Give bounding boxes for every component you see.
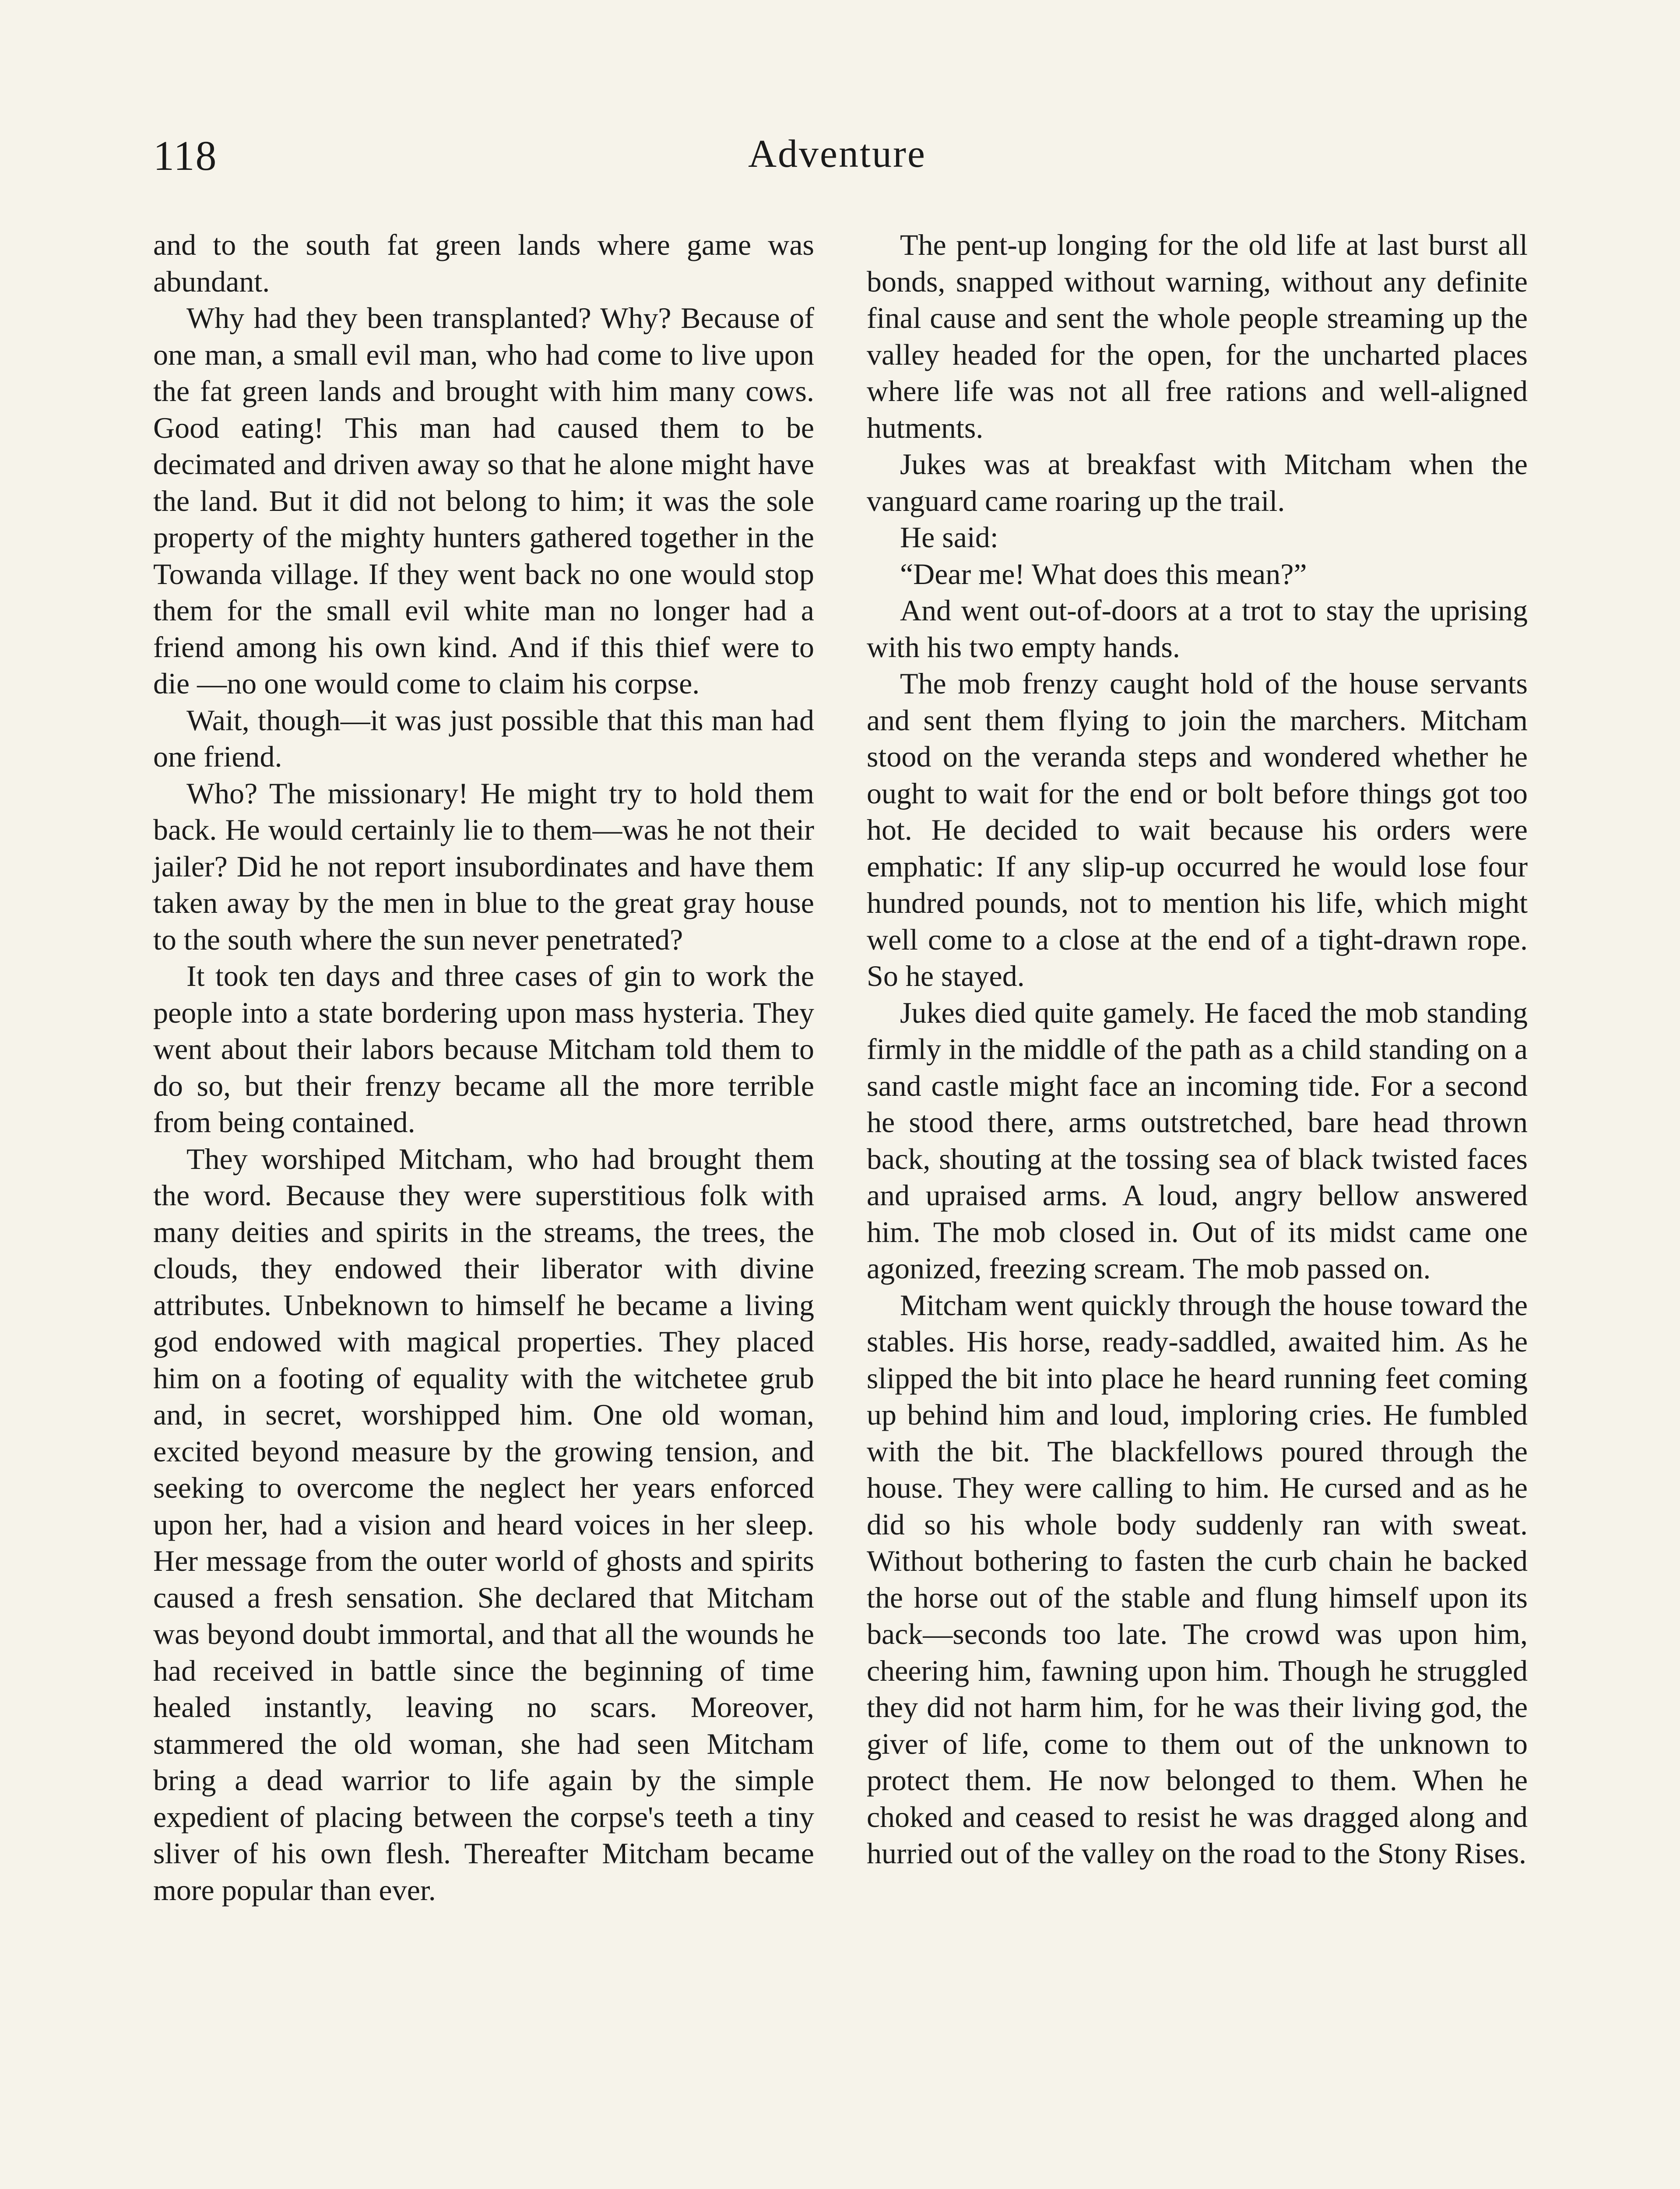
paragraph: The mob frenzy caught hold of the house servants and sent them flying to join the marchers. Mitcham stood on the veranda steps and wondered whether he ought to wait for the end or bolt before things got too hot. He decided to wait because his orders were emphatic: If any slip-up occurred he would lose four hundred pounds, not to mention his life, which might well come to a close at the end of a tight-drawn rope. So he stayed. bbox=[867, 667, 1528, 992]
paragraph: Wait, though—it was just possible that this man had one friend. bbox=[153, 703, 814, 773]
paragraph: Why had they been transplanted? Why? Because of one man, a small evil man, who had come to live upon the fat green lands and brought with him many cows. Good eating! This man had caused them to be decimated and driven away so that he alone might have the land. But it did not belong to him; it was the sole property of the mighty hunters gathered together in the Towanda village. If they went back no one would stop them for the small evil white man no longer had a friend among his own kind. And if this thief were to die —no one would come to claim his corpse. bbox=[153, 301, 814, 700]
page-header bbox=[153, 131, 1521, 193]
paragraph: Who? The missionary! He might try to hold them back. He would certainly lie to them—was he not their jailer? Did he not report insubordinates and have them taken away by the men in blue to the great gray house to the south where the sun never penetrated? bbox=[153, 776, 814, 956]
left-column bbox=[153, 227, 814, 1908]
paragraph: He said: bbox=[900, 521, 998, 554]
paragraph: and to the south fat green lands where game was abundant. bbox=[153, 228, 814, 298]
paragraph: The pent-up longing for the old life at last burst all bonds, snapped without warning, without any definite final cause and sent the whole people streaming up the valley headed for the open, for the uncharted places where life was not all free rations and well-aligned hutments. bbox=[867, 228, 1528, 444]
paragraph: “Dear me! What does this mean?” bbox=[900, 557, 1307, 591]
page-number: 118 bbox=[153, 132, 218, 179]
paragraph: It took ten days and three cases of gin to work the people into a state bordering upon mass hysteria. They went about their labors because Mitcham told them to do so, but their frenzy became all the more terrible from being contained. bbox=[153, 959, 814, 1139]
paragraph: Jukes died quite gamely. He faced the mob standing firmly in the middle of the path as a child standing on a sand castle might face an incoming tide. For a second he stood there, arms outstretched, bare head thrown back, shouting at the tossing sea of black twisted faces and upraised arms. A loud, angry bellow answered him. The mob closed in. Out of its midst came one agonized, freezing scream. The mob passed on. bbox=[867, 996, 1528, 1285]
paragraph: They worshiped Mitcham, who had brought them the word. Because they were superstitious folk with many deities and spirits in the streams, the trees, the clouds, they endowed their liberator with divine attributes. Unbeknown to himself he became a living god endowed with magical properties. They placed him on a footing of equality with the witchetee grub and, in secret, worshipped him. One old woman, excited beyond measure by the growing tension, and seeking to overcome the neglect her years enforced upon her, had a vision and heard voices in her sleep. Her message from the outer world of ghosts and spirits caused a fresh sensation. She declared that Mitcham was beyond doubt immortal, and that all the wounds he had received in battle since the beginning of time healed instantly, leaving no scars. Moreover, stammered the old woman, she had seen Mitcham bring a dead warrior to life again by the simple expedient of placing between the corpse's teeth a tiny sliver of his own flesh. Thereafter Mitcham became more popular than ever. bbox=[153, 1142, 814, 1907]
running-title: Adventure bbox=[748, 132, 926, 176]
paragraph: Mitcham went quickly through the house toward the stables. His horse, ready-saddled, awaited him. As he slipped the bit into place he heard running feet coming up behind him and loud, imploring cries. He fumbled with the bit. The blackfellows poured through the house. They were calling to him. He cursed and as he did so his whole body suddenly ran with sweat. Without bothering to fasten the curb chain he backed the horse out of the stable and flung himself upon its back—seconds too late. The crowd was upon him, cheering him, fawning upon him. Though he struggled they did not harm him, for he was their living god, the giver of life, come to them out of the unknown to protect them. He now belonged to them. When he choked and ceased to resist he was dragged along and hurried out of the valley on the road to the Stony Rises. bbox=[867, 1288, 1528, 1870]
right-column bbox=[867, 227, 1528, 1872]
paragraph: And went out-of-doors at a trot to stay the uprising with his two empty hands. bbox=[867, 594, 1528, 664]
paragraph: Jukes was at breakfast with Mitcham when the vanguard came roaring up the trail. bbox=[867, 447, 1528, 517]
